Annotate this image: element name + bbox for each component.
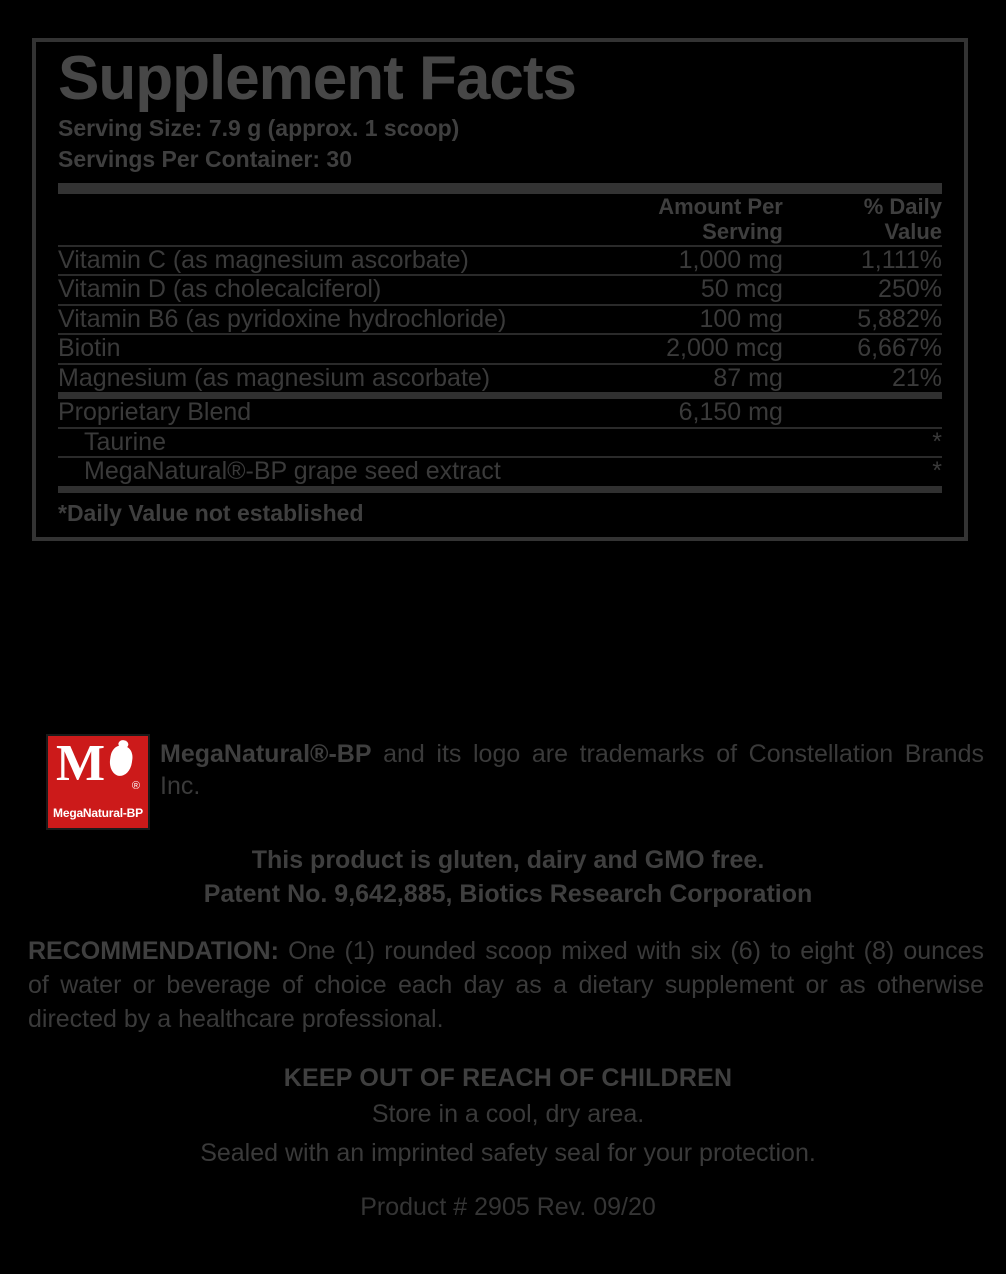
nutrient-name: Vitamin D (as cholecalciferol) — [58, 275, 382, 304]
blend-amount: 6,150 mg — [678, 398, 783, 427]
nutrient-dv: 21% — [891, 363, 942, 392]
claims-block — [32, 844, 984, 912]
header-dv-line1: % Daily — [863, 194, 942, 220]
recommendation-label: RECOMMENDATION: — [28, 936, 279, 965]
nutrient-dv: 6,667% — [857, 334, 942, 363]
serving-size-text: Serving Size: 7.9 g (approx. 1 scoop) — [58, 115, 460, 142]
blend-item-dv: * — [932, 457, 942, 486]
table-row — [58, 247, 942, 275]
blend-item-amount — [571, 429, 783, 457]
keep-out-of-reach-warning: KEEP OUT OF REACH OF CHILDREN — [283, 1063, 733, 1092]
recommendation-paragraph — [28, 934, 984, 1036]
nutrient-dv: 250% — [878, 275, 942, 304]
trademark-text — [160, 726, 984, 802]
nutrient-amount: 100 mg — [699, 304, 783, 333]
nutrition-table — [58, 194, 942, 392]
grape-icon — [108, 745, 134, 778]
blend-item-name: Taurine — [84, 427, 166, 456]
table-row — [58, 429, 942, 457]
nutrient-name: Biotin — [58, 334, 121, 363]
table-header-row — [58, 194, 942, 245]
meganatural-bp-logo-icon — [46, 734, 150, 830]
nutrient-dv: 5,882% — [857, 304, 942, 333]
label-body-copy — [28, 726, 984, 1222]
logo-letter: M — [56, 735, 106, 792]
divider-medium-bottom — [58, 486, 942, 493]
blend-name: Proprietary Blend — [58, 398, 252, 427]
daily-value-footnote: *Daily Value not established — [58, 499, 364, 526]
header-amount-line2: Serving — [702, 219, 783, 245]
header-spacer — [58, 194, 571, 245]
table-row — [58, 335, 942, 363]
table-row — [58, 306, 942, 334]
storage-instruction: Store in a cool, dry area. — [371, 1099, 645, 1128]
header-dv-line2: Value — [884, 219, 942, 245]
blend-dv — [783, 399, 942, 427]
table-row — [58, 365, 942, 393]
servings-per-container-text: Servings Per Container: 30 — [58, 146, 352, 173]
trademark-rest: and its logo are trademarks of Constellation Brands Inc. — [160, 740, 984, 800]
nutrient-dv: 1,111% — [860, 245, 942, 274]
product-number: Product # 2905 Rev. 09/20 — [360, 1192, 656, 1221]
nutrient-name: Magnesium (as magnesium ascorbate) — [58, 363, 491, 392]
blend-item-dv: * — [932, 427, 942, 456]
table-row — [58, 458, 942, 486]
nutrient-amount: 2,000 mcg — [666, 334, 783, 363]
trademark-brand: MegaNatural®-BP — [160, 740, 372, 768]
claim-patent: Patent No. 9,642,885, Biotics Research Corporation — [203, 879, 813, 908]
registered-mark-icon: ® — [131, 780, 140, 792]
panel-title: Supplement Facts — [58, 44, 576, 113]
supplement-facts-panel — [32, 38, 968, 541]
divider-thick-top — [58, 183, 942, 194]
table-row — [58, 399, 942, 427]
trademark-block — [32, 726, 984, 830]
blend-item-name: MegaNatural®-BP grape seed extract — [84, 457, 501, 486]
safety-seal-notice: Sealed with an imprinted safety seal for your protection. — [200, 1138, 816, 1167]
nutrient-amount: 1,000 mg — [678, 245, 783, 274]
table-row — [58, 276, 942, 304]
recommendation-text: One (1) rounded scoop mixed with six (6) to eight (8) ounces of water or beverage of choice each day as a dietary supplement or as otherwise directed by a healthcare professional. — [28, 936, 984, 1033]
logo-wordmark: MegaNatural-BP — [53, 806, 143, 820]
header-amount-line1: Amount Per — [658, 194, 783, 220]
claim-gluten-dairy-gmo: This product is gluten, dairy and GMO free. — [251, 846, 765, 874]
nutrient-name: Vitamin B6 (as pyridoxine hydrochloride) — [58, 304, 507, 333]
nutrient-amount: 50 mcg — [700, 275, 783, 304]
proprietary-blend-table — [58, 399, 942, 486]
nutrient-name: Vitamin C (as magnesium ascorbate) — [58, 245, 469, 274]
header-daily-value — [783, 194, 942, 245]
blend-item-amount — [571, 458, 783, 486]
header-amount-per-serving — [571, 194, 783, 245]
nutrient-amount: 87 mg — [713, 363, 783, 392]
